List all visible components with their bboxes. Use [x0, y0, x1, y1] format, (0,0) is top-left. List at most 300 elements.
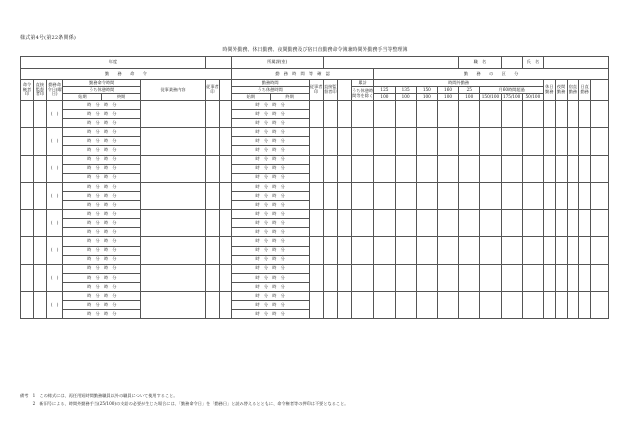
actual-break-cell[interactable]: 時 分 時 分	[231, 110, 309, 119]
denom-100c: 100	[416, 94, 437, 101]
worker-seal[interactable]	[205, 210, 219, 237]
hours-cell[interactable]	[501, 155, 522, 182]
hours-cell[interactable]	[543, 237, 555, 264]
order-extra-cell[interactable]: 時 分 時 分	[63, 310, 141, 319]
order-break-cell[interactable]: 時 分 時 分	[63, 219, 141, 228]
orderer-seal[interactable]	[21, 155, 34, 182]
hours-cell[interactable]	[395, 264, 416, 291]
blank-cell	[337, 210, 351, 237]
table-row	[21, 237, 609, 246]
weekday-paren: ( )	[50, 192, 59, 198]
hours-cell[interactable]	[374, 237, 395, 264]
hours-cell[interactable]	[374, 210, 395, 237]
hours-cell[interactable]	[437, 182, 458, 209]
hours-cell[interactable]	[416, 264, 437, 291]
hours-cell[interactable]	[480, 155, 501, 182]
col-night: 夜間勤務	[555, 80, 567, 101]
blank-cell	[220, 155, 232, 182]
orderer-seal[interactable]	[21, 237, 34, 264]
rate-175-100: 175/100	[502, 93, 521, 99]
table-row	[21, 155, 609, 164]
rate-135: 135	[395, 87, 416, 94]
denom-100d: 100	[437, 94, 458, 101]
note-1: 備考 1 この様式には、再任用短時間勤務職員以外の職員について使用すること。	[20, 393, 178, 398]
col-shukuchoku: 宿直勤務	[567, 80, 579, 101]
confirmer-seal[interactable]	[309, 264, 323, 291]
col-end: 終期	[102, 94, 141, 101]
dept-label: 所属課(室)	[231, 57, 323, 69]
hours-cell[interactable]	[437, 291, 458, 318]
order-break-cell[interactable]: 時 分 時 分	[63, 191, 141, 200]
hours-cell[interactable]	[567, 264, 579, 291]
order-extra-cell[interactable]: 時 分 時 分	[63, 119, 141, 128]
info-row	[21, 57, 609, 69]
hours-cell[interactable]	[351, 155, 373, 182]
actual-time-cell[interactable]: 時 分 時 分	[231, 237, 309, 246]
blank-cell	[337, 155, 351, 182]
col-order-time: 勤務命令時間	[63, 80, 141, 87]
col-supervisor: 直接監督者印	[33, 80, 46, 101]
hours-cell[interactable]	[416, 182, 437, 209]
actual-extra-cell[interactable]: 時 分 時 分	[231, 310, 309, 319]
actual-time-cell[interactable]: 時 分 時 分	[231, 210, 309, 219]
actual-extra-cell[interactable]: 時 分 時 分	[231, 146, 309, 155]
blank-cell	[220, 101, 232, 128]
table-row	[21, 291, 609, 300]
hours-cell[interactable]	[480, 237, 501, 264]
order-time-cell[interactable]: 時 分 時 分	[63, 291, 141, 300]
confirmer-seal[interactable]	[309, 291, 323, 318]
actual-break-cell[interactable]: 時 分 時 分	[231, 301, 309, 310]
hours-cell[interactable]	[437, 264, 458, 291]
worker-seal[interactable]	[205, 155, 219, 182]
actual-time-cell[interactable]: 時 分 時 分	[231, 182, 309, 191]
actual-break-cell[interactable]: 時 分 時 分	[231, 137, 309, 146]
col-cumulative: 累計	[351, 80, 373, 87]
hours-cell[interactable]	[567, 101, 579, 128]
work-content-cell[interactable]	[141, 291, 206, 318]
hours-cell[interactable]	[351, 210, 373, 237]
actual-extra-cell[interactable]: 時 分 時 分	[231, 201, 309, 210]
direct-supervisor-seal[interactable]	[323, 210, 337, 237]
hours-cell[interactable]	[437, 237, 458, 264]
hours-cell[interactable]	[579, 128, 591, 155]
order-break-cell[interactable]: 時 分 時 分	[63, 301, 141, 310]
hours-cell[interactable]	[522, 210, 543, 237]
col-direct-supervisor: 直接監督者印	[323, 80, 337, 101]
table-row	[21, 128, 609, 137]
orderer-seal[interactable]	[21, 291, 34, 318]
order-date-cell[interactable]	[46, 182, 62, 209]
worker-seal[interactable]	[205, 264, 219, 291]
col-over60: 月60時間超過	[480, 87, 544, 94]
actual-break-cell[interactable]: 時 分 時 分	[231, 191, 309, 200]
year-cell: 年度	[21, 57, 206, 69]
hours-cell[interactable]	[522, 128, 543, 155]
confirmer-seal[interactable]	[309, 210, 323, 237]
actual-time-cell[interactable]: 時 分 時 分	[231, 264, 309, 273]
order-date-cell[interactable]	[46, 101, 62, 128]
hours-cell[interactable]	[351, 128, 373, 155]
hours-cell[interactable]	[351, 182, 373, 209]
confirmer-seal[interactable]	[309, 155, 323, 182]
worker-seal[interactable]	[205, 128, 219, 155]
hours-cell[interactable]	[543, 264, 555, 291]
weekday-paren: ( )	[50, 110, 59, 116]
order-time-cell[interactable]: 時 分 時 分	[63, 101, 141, 110]
blank-cell	[220, 128, 232, 155]
hours-cell[interactable]	[374, 128, 395, 155]
hours-cell[interactable]	[374, 291, 395, 318]
supervisor-seal[interactable]	[33, 101, 46, 128]
hours-cell[interactable]	[351, 291, 373, 318]
hours-cell[interactable]	[395, 155, 416, 182]
hours-cell[interactable]	[416, 237, 437, 264]
hours-cell[interactable]	[567, 182, 579, 209]
hours-cell[interactable]	[591, 210, 609, 237]
hours-cell[interactable]	[374, 264, 395, 291]
order-extra-cell[interactable]: 時 分 時 分	[63, 173, 141, 182]
overtime-register-table	[20, 56, 609, 319]
table-row	[21, 182, 609, 191]
hours-cell[interactable]	[501, 101, 522, 128]
hours-cell[interactable]	[579, 291, 591, 318]
hours-cell[interactable]	[395, 101, 416, 128]
blank-cell	[337, 237, 351, 264]
order-time-cell[interactable]: 時 分 時 分	[63, 237, 141, 246]
hours-cell[interactable]	[416, 155, 437, 182]
position-label: 職 名	[459, 57, 501, 69]
rate-125: 125	[374, 87, 395, 94]
col-worker: 従事者印	[205, 80, 219, 101]
order-extra-cell[interactable]: 時 分 時 分	[63, 201, 141, 210]
entry-rows	[21, 101, 609, 319]
supervisor-seal[interactable]	[33, 210, 46, 237]
order-break-cell[interactable]: 時 分 時 分	[63, 273, 141, 282]
work-content-cell[interactable]	[141, 210, 206, 237]
col-nicchoku: 日直勤務	[579, 80, 591, 101]
confirmer-seal[interactable]	[309, 101, 323, 128]
hours-cell[interactable]	[591, 264, 609, 291]
hours-cell[interactable]	[459, 237, 480, 264]
table-row	[21, 101, 609, 110]
hours-cell[interactable]	[591, 237, 609, 264]
order-date-cell[interactable]	[46, 291, 62, 318]
hours-cell[interactable]	[459, 182, 480, 209]
hours-cell[interactable]	[416, 128, 437, 155]
hours-cell[interactable]	[374, 182, 395, 209]
form-number: 様式第4号(第22条関係)	[20, 35, 77, 41]
rate-50-100: 50/100	[522, 94, 543, 101]
denom-100e: 100	[459, 94, 480, 101]
hours-cell[interactable]	[555, 210, 567, 237]
hours-cell[interactable]	[395, 182, 416, 209]
supervisor-seal[interactable]	[33, 291, 46, 318]
section-row	[21, 69, 609, 80]
blank-cell	[220, 291, 232, 318]
weekday-paren: ( )	[50, 301, 59, 307]
worker-seal[interactable]	[205, 182, 219, 209]
hours-cell[interactable]	[459, 128, 480, 155]
order-extra-cell[interactable]: 時 分 時 分	[63, 255, 141, 264]
hours-cell[interactable]	[579, 182, 591, 209]
hours-cell[interactable]	[395, 237, 416, 264]
hours-cell[interactable]	[459, 155, 480, 182]
order-time-cell[interactable]: 時 分 時 分	[63, 264, 141, 273]
orderer-seal[interactable]	[21, 264, 34, 291]
weekday-paren: ( )	[50, 274, 59, 280]
hours-cell[interactable]	[374, 155, 395, 182]
actual-time-cell[interactable]: 時 分 時 分	[231, 291, 309, 300]
hours-cell[interactable]	[555, 128, 567, 155]
col-start-2: 始期	[231, 94, 270, 101]
order-date-cell[interactable]	[46, 155, 62, 182]
rate-160: 160	[437, 87, 458, 94]
hours-cell[interactable]	[480, 210, 501, 237]
hours-cell[interactable]	[522, 101, 543, 128]
hours-cell[interactable]	[480, 291, 501, 318]
note-2: 2 新旧号による、時間外勤務手当(25/100)の支給の必要が生じた場合には、「勤務命令日」を「勤務日」と読み替えるとともに、命令権者等の押印は不要となること。	[20, 400, 349, 406]
order-break-cell[interactable]: 時 分 時 分	[63, 110, 141, 119]
order-extra-cell[interactable]: 時 分 時 分	[63, 146, 141, 155]
order-extra-cell[interactable]: 時 分 時 分	[63, 228, 141, 237]
direct-supervisor-seal[interactable]	[323, 237, 337, 264]
actual-extra-cell[interactable]: 時 分 時 分	[231, 119, 309, 128]
hours-cell[interactable]	[480, 128, 501, 155]
hours-cell[interactable]	[437, 128, 458, 155]
order-break-cell[interactable]: 時 分 時 分	[63, 137, 141, 146]
actual-extra-cell[interactable]: 時 分 時 分	[231, 173, 309, 182]
weekday-paren: ( )	[50, 138, 59, 144]
hours-cell[interactable]	[501, 237, 522, 264]
blank-cell	[337, 264, 351, 291]
col-end-2: 終期	[270, 94, 309, 101]
order-extra-cell[interactable]: 時 分 時 分	[63, 282, 141, 291]
hours-cell[interactable]	[437, 101, 458, 128]
hours-cell[interactable]	[579, 210, 591, 237]
hours-cell[interactable]	[579, 101, 591, 128]
blank-cell	[220, 182, 232, 209]
blank-cell	[337, 101, 351, 128]
hours-cell[interactable]	[555, 101, 567, 128]
hours-cell[interactable]	[567, 210, 579, 237]
hours-cell[interactable]	[351, 237, 373, 264]
hours-cell[interactable]	[543, 155, 555, 182]
hours-cell[interactable]	[395, 210, 416, 237]
hours-cell[interactable]	[501, 182, 522, 209]
order-date-cell[interactable]	[46, 210, 62, 237]
work-content-cell[interactable]	[141, 155, 206, 182]
worker-seal[interactable]	[205, 101, 219, 128]
hours-cell[interactable]	[579, 237, 591, 264]
col-holiday: 休日勤務	[543, 80, 555, 101]
rate-150: 150	[416, 87, 437, 94]
hours-cell[interactable]	[501, 210, 522, 237]
hours-cell[interactable]	[437, 210, 458, 237]
hours-cell[interactable]	[480, 182, 501, 209]
blank-cell	[337, 291, 351, 318]
work-content-cell[interactable]	[141, 101, 206, 128]
order-time-cell[interactable]: 時 分 時 分	[63, 182, 141, 191]
page-title: 時間外勤務、休日勤務、夜間勤務及び宿日直勤務命令簿兼時間外勤務手当等整理簿	[222, 47, 408, 53]
hours-cell[interactable]	[437, 155, 458, 182]
col-start: 始期	[63, 94, 102, 101]
table-row	[21, 264, 609, 273]
name-value[interactable]	[543, 57, 608, 69]
direct-supervisor-seal[interactable]	[323, 155, 337, 182]
col-break-excluded-2: うち休憩時間	[231, 87, 309, 94]
weekday-paren: ( )	[50, 247, 59, 253]
hours-cell[interactable]	[459, 210, 480, 237]
hours-cell[interactable]	[416, 291, 437, 318]
hours-cell[interactable]	[459, 291, 480, 318]
order-break-cell[interactable]: 時 分 時 分	[63, 164, 141, 173]
worker-seal[interactable]	[205, 291, 219, 318]
col-orderer: 命令権者印	[21, 80, 34, 101]
hours-cell[interactable]	[543, 128, 555, 155]
work-content-cell[interactable]	[141, 128, 206, 155]
hours-cell[interactable]	[501, 264, 522, 291]
hours-cell[interactable]	[416, 210, 437, 237]
supervisor-seal[interactable]	[33, 182, 46, 209]
hours-cell[interactable]	[555, 237, 567, 264]
order-date-cell[interactable]	[46, 237, 62, 264]
section-confirm: 勤 務 時 間 等 確 認	[231, 69, 374, 80]
hours-cell[interactable]	[555, 264, 567, 291]
order-date-cell[interactable]	[46, 128, 62, 155]
confirmer-seal[interactable]	[309, 182, 323, 209]
work-content-cell[interactable]	[141, 264, 206, 291]
hours-cell[interactable]	[522, 155, 543, 182]
denom-100b: 100	[395, 94, 416, 101]
hours-cell[interactable]	[555, 182, 567, 209]
hours-cell[interactable]	[351, 101, 373, 128]
order-time-cell[interactable]: 時 分 時 分	[63, 155, 141, 164]
hours-cell[interactable]	[579, 155, 591, 182]
order-time-cell[interactable]: 時 分 時 分	[63, 128, 141, 137]
hours-cell[interactable]	[351, 264, 373, 291]
hours-cell[interactable]	[459, 101, 480, 128]
hours-cell[interactable]	[395, 128, 416, 155]
hours-cell[interactable]	[567, 128, 579, 155]
hours-cell[interactable]	[522, 237, 543, 264]
hours-cell[interactable]	[395, 291, 416, 318]
hours-cell[interactable]	[480, 101, 501, 128]
work-content-cell[interactable]	[141, 182, 206, 209]
actual-extra-cell[interactable]: 時 分 時 分	[231, 228, 309, 237]
direct-supervisor-seal[interactable]	[323, 101, 337, 128]
hours-cell[interactable]	[543, 210, 555, 237]
hours-cell[interactable]	[543, 101, 555, 128]
hours-cell[interactable]	[591, 291, 609, 318]
col-actual-time: 勤務時間	[231, 80, 309, 87]
hours-cell[interactable]	[579, 264, 591, 291]
actual-extra-cell[interactable]: 時 分 時 分	[231, 255, 309, 264]
actual-break-cell[interactable]: 時 分 時 分	[231, 219, 309, 228]
blank-cell	[220, 210, 232, 237]
hours-cell[interactable]	[567, 237, 579, 264]
hours-cell[interactable]	[522, 291, 543, 318]
actual-break-cell[interactable]: 時 分 時 分	[231, 246, 309, 255]
section-order: 勤 務 命 令	[21, 69, 232, 80]
hours-cell[interactable]	[567, 155, 579, 182]
direct-supervisor-seal[interactable]	[323, 264, 337, 291]
orderer-seal[interactable]	[21, 101, 34, 128]
actual-break-cell[interactable]: 時 分 時 分	[231, 273, 309, 282]
order-break-cell[interactable]: 時 分 時 分	[63, 246, 141, 255]
hours-cell[interactable]	[501, 291, 522, 318]
confirmer-seal[interactable]	[309, 128, 323, 155]
weekday-paren: ( )	[50, 165, 59, 171]
weekday-paren: ( )	[50, 219, 59, 225]
dept-value[interactable]	[323, 57, 458, 69]
actual-time-cell[interactable]: 時 分 時 分	[231, 101, 309, 110]
hours-cell[interactable]	[591, 128, 609, 155]
order-time-cell[interactable]: 時 分 時 分	[63, 210, 141, 219]
col-excluding-breaks: うち休憩時間等を除く	[351, 87, 373, 101]
col-order-date: 勤務命令日(曜日)	[46, 80, 62, 101]
name-label: 氏 名	[522, 57, 543, 69]
rate-150-100: 150/100	[481, 93, 500, 99]
actual-time-cell[interactable]: 時 分 時 分	[231, 128, 309, 137]
table-row	[21, 210, 609, 219]
direct-supervisor-seal[interactable]	[323, 182, 337, 209]
denom-100a: 100	[374, 94, 395, 101]
direct-supervisor-seal[interactable]	[323, 128, 337, 155]
hours-cell[interactable]	[591, 182, 609, 209]
orderer-seal[interactable]	[21, 182, 34, 209]
hours-cell[interactable]	[374, 101, 395, 128]
hours-cell[interactable]	[522, 264, 543, 291]
supervisor-seal[interactable]	[33, 128, 46, 155]
direct-supervisor-seal[interactable]	[323, 291, 337, 318]
blank-cell	[220, 237, 232, 264]
notes	[20, 392, 348, 408]
orderer-seal[interactable]	[21, 210, 34, 237]
col-confirmer: 従事者印	[309, 80, 323, 101]
hours-cell[interactable]	[480, 264, 501, 291]
position-value[interactable]	[501, 57, 522, 69]
confirmer-seal[interactable]	[309, 237, 323, 264]
hours-cell[interactable]	[522, 182, 543, 209]
section-category: 勤 務 の 区 分	[374, 69, 609, 80]
hours-cell[interactable]	[591, 101, 609, 128]
hours-cell[interactable]	[543, 291, 555, 318]
work-content-cell[interactable]	[141, 237, 206, 264]
hours-cell[interactable]	[591, 155, 609, 182]
hours-cell[interactable]	[555, 155, 567, 182]
actual-time-cell[interactable]: 時 分 時 分	[231, 155, 309, 164]
hours-cell[interactable]	[567, 291, 579, 318]
worker-seal[interactable]	[205, 237, 219, 264]
actual-break-cell[interactable]: 時 分 時 分	[231, 164, 309, 173]
supervisor-seal[interactable]	[33, 155, 46, 182]
actual-extra-cell[interactable]: 時 分 時 分	[231, 282, 309, 291]
rate-25: 25	[459, 87, 480, 94]
blank-cell	[337, 128, 351, 155]
hours-cell[interactable]	[416, 101, 437, 128]
col-work-content: 従事業務内容	[141, 80, 206, 101]
hours-cell[interactable]	[555, 291, 567, 318]
supervisor-seal[interactable]	[33, 264, 46, 291]
order-date-cell[interactable]	[46, 264, 62, 291]
hours-cell[interactable]	[543, 182, 555, 209]
col-break-excluded: うち休憩時間	[63, 87, 141, 94]
orderer-seal[interactable]	[21, 128, 34, 155]
hours-cell[interactable]	[501, 128, 522, 155]
supervisor-seal[interactable]	[33, 237, 46, 264]
hours-cell[interactable]	[459, 264, 480, 291]
